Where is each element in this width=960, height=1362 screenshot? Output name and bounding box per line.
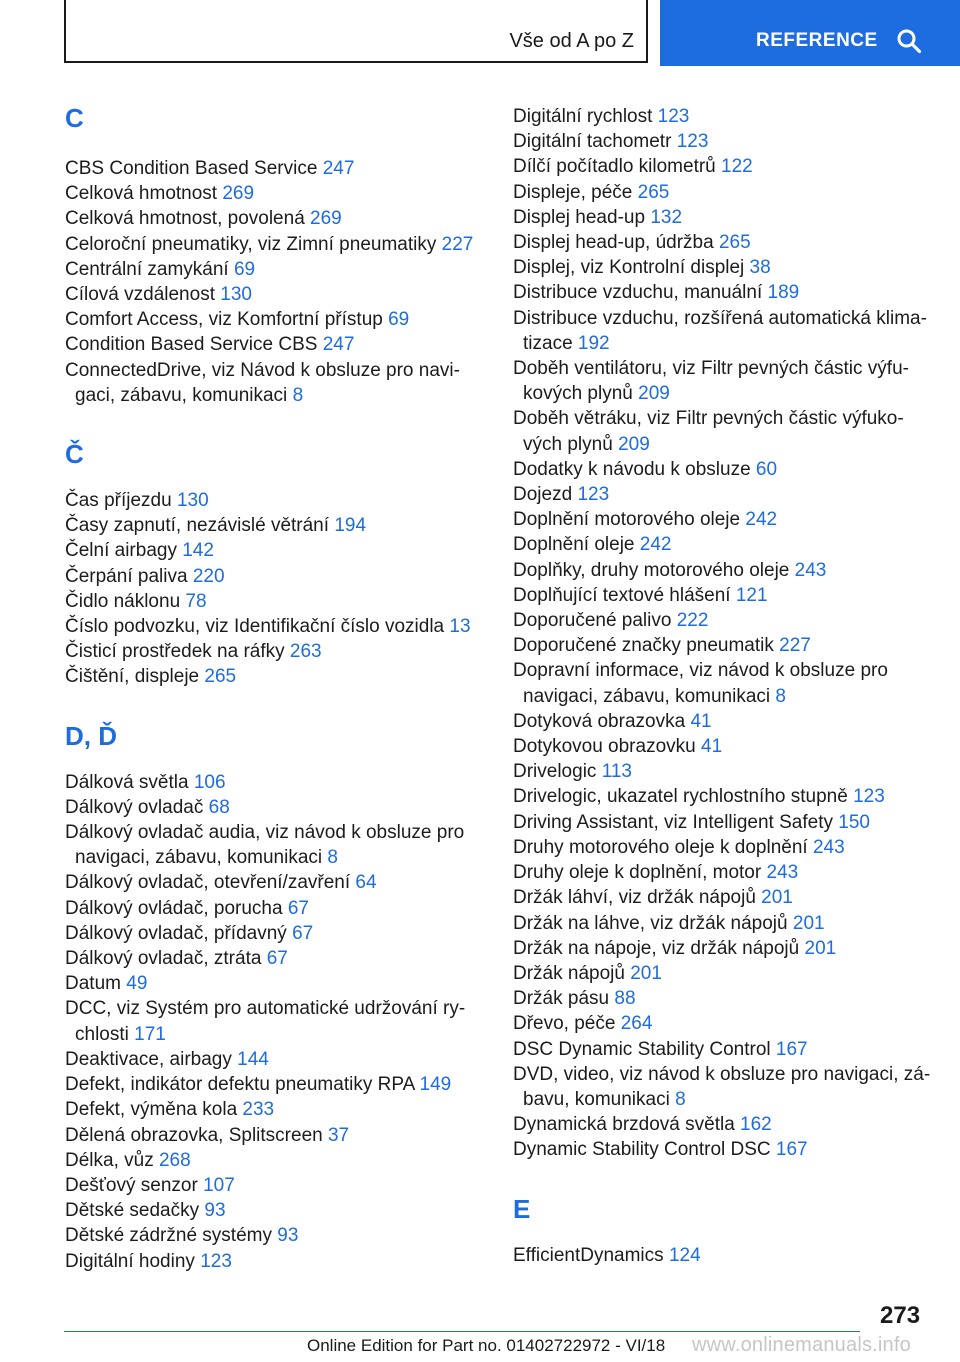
index-entry (513, 633, 933, 658)
index-entry-page-link[interactable]: 192 (577, 332, 610, 354)
index-entry-page-link[interactable]: 78 (185, 590, 207, 612)
index-entry (513, 306, 933, 356)
section-tab-label: Vše od A po Z (509, 30, 634, 52)
index-entry (65, 257, 485, 282)
index-entry (65, 282, 485, 307)
index-entry (513, 961, 933, 986)
index-entry-page-link[interactable]: 8 (327, 847, 338, 869)
index-entry (513, 558, 933, 583)
index-entry-text: Cílová vzdálenost (65, 284, 215, 306)
index-entry (65, 488, 485, 513)
index-entry-page-link[interactable]: 222 (676, 610, 709, 632)
index-entry-text: Digitální tachometr (513, 131, 672, 153)
index-entry-text: ConnectedDrive, viz Návod k obsluze pro navigaci, zábavu, komunikaci (65, 359, 460, 406)
index-entry-page-link[interactable]: 247 (322, 334, 355, 356)
index-entry (65, 358, 485, 408)
index-entry-page-link[interactable]: 68 (208, 796, 230, 818)
index-entry-text: Dálkový ovladač, ztráta (65, 948, 262, 970)
index-entry-page-link[interactable]: 132 (650, 206, 683, 228)
section-tab[interactable] (64, 0, 648, 63)
index-entry-page-link[interactable]: 123 (853, 786, 885, 808)
index-entry-page-link[interactable]: 201 (804, 937, 837, 959)
index-entry-page-link[interactable]: 242 (639, 534, 672, 556)
index-entry-text: Displeje, péče (513, 181, 633, 203)
index-entry (513, 810, 933, 835)
index-entry-page-link[interactable]: 8 (292, 384, 304, 406)
index-entry-page-link[interactable]: 189 (767, 282, 800, 304)
index-entry-page-link[interactable]: 167 (775, 1139, 808, 1161)
index-entry (65, 589, 485, 614)
index-column-left (65, 96, 485, 1274)
index-entry-page-link[interactable]: 150 (838, 811, 870, 833)
index-entry-text: Doporučené značky pneumatik (513, 635, 774, 657)
index-entry-text: Dálkový ovladač audia, viz návod k obsluze pro navigaci, zábavu, komunikaci (65, 822, 465, 869)
index-entry-page-link[interactable]: 149 (419, 1074, 452, 1096)
index-entry-page-link[interactable]: 38 (749, 257, 771, 279)
index-entry (513, 1112, 933, 1137)
index-entry-text: Drivelogic (513, 761, 597, 783)
index-entry (65, 1072, 485, 1097)
index-entry-text: Dětské sedačky (65, 1200, 200, 1222)
index-entry-page-link[interactable]: 227 (779, 635, 811, 657)
index-entry-text: Dynamic Stability Control DSC (513, 1139, 771, 1161)
index-entry (513, 759, 933, 784)
index-entry-text: Dotykovou obrazovku (513, 736, 696, 758)
index-entry-page-link[interactable]: 123 (676, 131, 709, 153)
index-entry (65, 1223, 485, 1248)
index-entry (65, 332, 485, 357)
index-entry-text: Celoroční pneumatiky, viz Zimní pneumatiky (65, 233, 437, 255)
index-entry-text: Datum (65, 973, 121, 995)
index-entry-page-link[interactable]: 243 (794, 559, 827, 581)
index-entry-text: Čištění, displeje (65, 666, 200, 688)
index-entry-text: Defekt, výměna kola (65, 1099, 238, 1121)
index-entry-page-link[interactable]: 144 (237, 1048, 269, 1070)
index-entry (65, 1148, 485, 1173)
index-entry-text: Držák na nápoje, viz držák nápojů (513, 937, 800, 959)
index-entry-text: Doplnění oleje (513, 534, 635, 556)
footer-edition: Online Edition for Part no. 01402722972 - VI/18 (307, 1336, 666, 1355)
index-entry-text: DVD, video, viz návod k obsluze pro navigaci, zábavu, komunikaci (513, 1063, 931, 1110)
index-entry-text: Držák pásu (513, 988, 610, 1010)
index-entry-page-link[interactable]: 113 (601, 761, 632, 783)
index-letter-heading: E (513, 1193, 531, 1224)
index-entry-text: Displej head-up (513, 206, 646, 228)
index-entry (65, 232, 485, 257)
index-entry (65, 971, 485, 996)
index-entry-text: Displej head-up, údržba (513, 232, 714, 254)
index-entry-text: Celková hmotnost, povolená (65, 208, 305, 230)
index-entry-text: Čisticí prostředek na ráfky (65, 641, 285, 663)
index-entry-page-link[interactable]: 243 (766, 862, 799, 884)
index-entry (513, 356, 933, 406)
index-entry-page-link[interactable]: 123 (577, 484, 610, 506)
index-entry (513, 255, 933, 280)
index-entry-page-link[interactable]: 8 (775, 685, 786, 707)
index-entry-text: Driving Assistant, viz Intelligent Safety (513, 811, 833, 833)
index-entry (65, 870, 485, 895)
index-entry (513, 230, 933, 255)
index-entry (65, 996, 485, 1046)
index-entry-page-link[interactable]: 201 (630, 962, 662, 984)
index-entry-page-link[interactable]: 122 (721, 156, 753, 178)
index-entry-text: Dálkový ovladač, přídavný (65, 922, 287, 944)
index-entry-page-link[interactable]: 201 (792, 912, 825, 934)
index-entry (513, 936, 933, 961)
index-entry-page-link[interactable]: 167 (775, 1038, 808, 1060)
index-entry-text: Digitální rychlost (513, 106, 653, 127)
top-navigation (0, 0, 960, 66)
index-entry (65, 206, 485, 231)
index-entry (65, 1249, 485, 1274)
index-entry (513, 885, 933, 910)
index-entry (65, 538, 485, 563)
index-entry-text: Doplňky, druhy motorového oleje (513, 559, 790, 581)
index-entry-text: Centrální zamykání (65, 258, 229, 280)
index-entry-text: Časy zapnutí, nezávislé větrání (65, 515, 330, 537)
index-entry (513, 911, 933, 936)
index-entry-text: DSC Dynamic Stability Control (513, 1038, 771, 1060)
index-entry-page-link[interactable]: 67 (266, 948, 288, 970)
index-entry-text: Drivelogic, ukazatel rychlostního stupně (513, 786, 848, 808)
index-entry-text: Čas příjezdu (65, 490, 172, 512)
index-entry-page-link[interactable]: 93 (277, 1225, 299, 1247)
index-entry (65, 307, 485, 332)
index-entry-page-link[interactable]: 88 (614, 988, 636, 1010)
index-entry-page-link[interactable]: 121 (735, 584, 768, 606)
index-entry-text: Doplnění motorového oleje (513, 509, 741, 531)
index-entry (65, 639, 485, 664)
section-spacer (65, 690, 485, 714)
index-entry (513, 784, 933, 809)
index-entry-text: Dělená obrazovka, Splitscreen (65, 1124, 323, 1146)
index-entry (513, 608, 933, 633)
index-entry-text: Dětské zádržné systémy (65, 1225, 272, 1247)
index-entry-page-link[interactable]: 243 (812, 836, 845, 858)
index-entry-page-link[interactable]: 209 (638, 383, 670, 405)
index-entry (65, 921, 485, 946)
index-entry-page-link[interactable]: 130 (176, 490, 209, 512)
index-entry-page-link[interactable]: 247 (322, 158, 355, 179)
index-entry-text: Čelní airbagy (65, 540, 177, 562)
index-entry-text: Dálková světla (65, 771, 189, 793)
index-entry-text: Čerpání paliva (65, 565, 188, 587)
index-entry (65, 664, 485, 689)
index-entry-text: Držák láhví, viz držák nápojů (513, 887, 756, 909)
index-entry-text: Dodatky k návodu k obsluze (513, 458, 751, 480)
index-entry (513, 457, 933, 482)
index-entry (513, 532, 933, 557)
index-entry-text: Dílčí počítadlo kilometrů (513, 156, 716, 178)
index-entry (513, 482, 933, 507)
index-entry-page-link[interactable]: 194 (334, 515, 367, 537)
index-entry-text: Doběh ventilátoru, viz Filtr pevných částic výfukových plynů (513, 358, 909, 405)
index-entry-text: Držák na láhve, viz držák nápojů (513, 912, 788, 934)
reference-tab-label: REFERENCE (756, 30, 878, 51)
index-entry (513, 709, 933, 734)
index-entry-text: Digitální hodiny (65, 1250, 195, 1272)
index-entry (513, 835, 933, 860)
index-entry-text: CBS Condition Based Service (65, 158, 318, 179)
index-entry-page-link[interactable]: 220 (192, 565, 225, 587)
index-entry-page-link[interactable]: 242 (745, 509, 778, 531)
page-number: 273 (880, 1302, 921, 1329)
index-entry-page-link[interactable]: 69 (388, 309, 410, 331)
index-entry-page-link[interactable]: 124 (668, 1244, 701, 1266)
index-entry (65, 1173, 485, 1198)
index-entry-page-link[interactable]: 41 (690, 710, 712, 732)
index-entry (513, 860, 933, 885)
index-entry-text: Čidlo náklonu (65, 590, 181, 612)
index-entry-page-link[interactable]: 130 (220, 284, 252, 306)
index-entry (513, 104, 933, 129)
index-entry (513, 1062, 933, 1112)
index-entry-page-link[interactable]: 8 (675, 1088, 686, 1110)
index-entry (513, 406, 933, 456)
index-entry (65, 820, 485, 870)
index-letter-heading: D, Ď (65, 720, 117, 751)
footer-divider (64, 1331, 860, 1332)
index-entry-text: Dešťový senzor (65, 1174, 198, 1196)
index-entry-page-link[interactable]: 268 (158, 1149, 191, 1171)
index-entry-page-link[interactable]: 123 (200, 1250, 232, 1272)
index-entry-text: EfficientDynamics (513, 1244, 664, 1266)
index-entry (65, 896, 485, 921)
index-entry-page-link[interactable]: 265 (637, 181, 670, 203)
index-entry-text: Držák nápojů (513, 962, 625, 984)
index-entry (513, 1243, 933, 1268)
index-entry (513, 1137, 933, 1162)
index-entry-text: Displej, viz Kontrolní displej (513, 257, 745, 279)
index-entry-page-link[interactable]: 37 (327, 1124, 350, 1146)
index-entry-text: Defekt, indikátor defektu pneumatiky RPA (65, 1074, 415, 1096)
index-entry-text: Dálkový ovladač, otevření/zavření (65, 872, 351, 894)
index-entry-page-link[interactable]: 209 (618, 433, 650, 455)
index-entry-text: Dálkový ovládač, porucha (65, 897, 283, 919)
index-column-right (513, 104, 933, 1268)
index-entry-page-link[interactable]: 171 (134, 1023, 166, 1045)
index-entry-text: Dopravní informace, viz návod k obsluze pro navigaci, zábavu, komunikaci (513, 660, 888, 707)
index-entry-text: Deaktivace, airbagy (65, 1048, 232, 1070)
index-entry-page-link[interactable]: 264 (620, 1013, 653, 1035)
index-entry-text: Condition Based Service CBS (65, 334, 318, 356)
index-entry-text: Dynamická brzdová světla (513, 1114, 735, 1136)
index-entry (513, 583, 933, 608)
index-entry-text: Číslo podvozku, viz Identifikační číslo vozidla (65, 616, 445, 638)
index-entry-page-link[interactable]: 107 (203, 1174, 235, 1196)
index-entry-text: Dálkový ovladač (65, 796, 204, 818)
section-spacer (65, 408, 485, 432)
index-entry-text: Celková hmotnost (65, 183, 218, 205)
index-entry-text: Distribuce vzduchu, rozšířená automatická klimatizace (513, 307, 927, 354)
index-entry (65, 946, 485, 971)
index-letter-heading: C (65, 103, 84, 133)
index-entry-text: Druhy motorového oleje k doplnění (513, 836, 808, 858)
index-entry-text: Comfort Access, viz Komfortní přístup (65, 309, 383, 331)
index-entry-text: Doporučené palivo (513, 610, 672, 632)
index-entry-text: Dojezd (513, 484, 573, 506)
index-entry-page-link[interactable]: 265 (718, 232, 751, 254)
index-entry (513, 280, 933, 305)
index-entry (513, 154, 933, 179)
index-entry-page-link[interactable]: 106 (193, 771, 226, 793)
index-entry (65, 1097, 485, 1122)
index-entry-page-link[interactable]: 123 (657, 106, 690, 127)
index-entry-page-link[interactable]: 41 (701, 736, 723, 758)
index-entry-text: DCC, viz Systém pro automatické udržování rychlosti (65, 998, 466, 1045)
footer-watermark: www.onlinemanuals.info (692, 1334, 911, 1356)
index-entry (513, 1011, 933, 1036)
index-entry (513, 1037, 933, 1062)
index-entry-page-link[interactable]: 64 (355, 872, 377, 894)
section-spacer (513, 1163, 933, 1187)
index-entry (65, 181, 485, 206)
index-entry-page-link[interactable]: 67 (292, 922, 314, 944)
index-entry-page-link[interactable]: 269 (222, 183, 255, 205)
index-entry (65, 1047, 485, 1072)
index-letter-heading: Č (65, 439, 84, 470)
index-entry (65, 513, 485, 538)
index-entry (513, 129, 933, 154)
reference-tab[interactable] (660, 0, 960, 66)
index-entry (513, 986, 933, 1011)
index-entry-page-link[interactable]: 13 (449, 616, 471, 638)
index-entry (513, 734, 933, 759)
index-entry-page-link[interactable]: 49 (126, 973, 148, 995)
index-entry-text: Doběh větráku, viz Filtr pevných částic výfukových plynů (513, 408, 904, 455)
index-entry-page-link[interactable]: 93 (204, 1200, 226, 1222)
index-entry (65, 1198, 485, 1223)
index-entry-page-link[interactable]: 67 (287, 897, 309, 919)
index-entry-page-link[interactable]: 227 (441, 233, 474, 255)
index-entry (65, 1123, 485, 1148)
index-entry-page-link[interactable]: 69 (233, 258, 256, 280)
index-entry-page-link[interactable]: 142 (182, 540, 214, 562)
index-entry (513, 658, 933, 708)
index-entry-page-link[interactable]: 162 (740, 1114, 772, 1136)
index-entry-text: Doplňující textové hlášení (513, 584, 731, 606)
index-entry-page-link[interactable]: 269 (310, 208, 342, 230)
index-entry (65, 564, 485, 589)
index-entry-page-link[interactable]: 60 (755, 458, 778, 480)
index-entry-text: Dřevo, péče (513, 1013, 616, 1035)
index-entry-text: Dotyková obrazovka (513, 710, 686, 732)
index-entry (513, 205, 933, 230)
index-entry (513, 180, 933, 205)
index-entry-page-link[interactable]: 263 (289, 641, 322, 663)
index-entry-text: Distribuce vzduchu, manuální (513, 282, 763, 304)
index-entry (65, 156, 485, 181)
index-entry-page-link[interactable]: 201 (761, 887, 793, 909)
index-entry-page-link[interactable]: 265 (204, 666, 237, 688)
index-entry (65, 770, 485, 795)
index-entry-page-link[interactable]: 233 (242, 1099, 275, 1121)
search-icon[interactable] (896, 28, 922, 54)
index-entry (65, 614, 485, 639)
index-entry-text: Druhy oleje k doplnění, motor (513, 862, 762, 884)
index-entry (513, 507, 933, 532)
index-entry-text: Délka, vůz (65, 1149, 154, 1171)
index-entry (65, 795, 485, 820)
